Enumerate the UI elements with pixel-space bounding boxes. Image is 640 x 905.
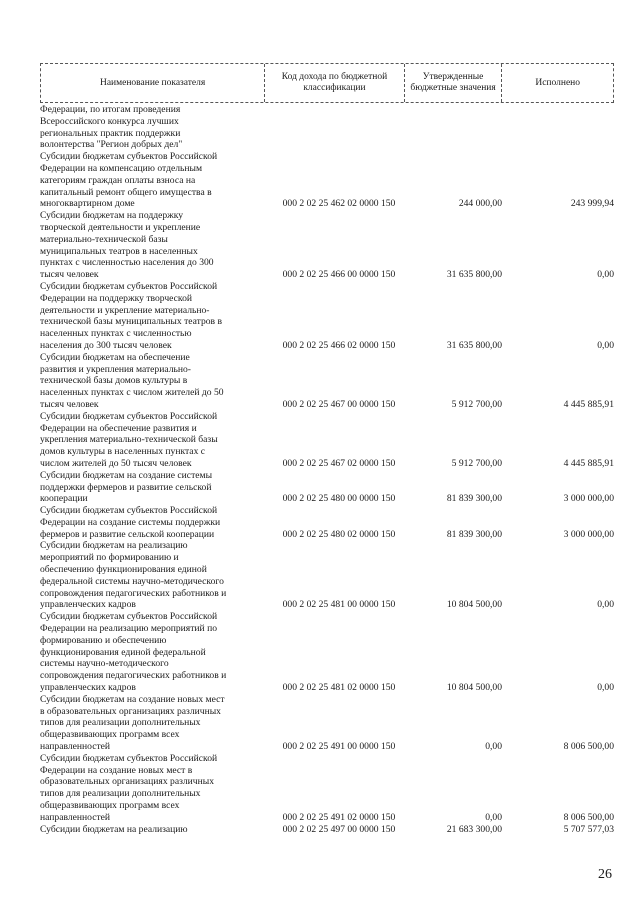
executed-value: 4 445 885,91 (563, 457, 614, 469)
header-approved: Утвержденные бюджетные значения (404, 64, 502, 102)
indicator-name: Субсидии бюджетам на поддержку творческой деятельности и укрепление материально-технической базы муниципальных театров в населенных пунктах с численностью населения до 300 тысяч человек (40, 210, 214, 281)
executed-value: 243 999,94 (570, 198, 614, 210)
header-name: Наименование показателя (99, 77, 206, 88)
table-row (40, 352, 614, 411)
approved-value: 21 683 300,00 (446, 823, 502, 835)
indicator-name: Субсидии бюджетам субъектов Российской Федерации на компенсацию отдельным категориям граждан оплаты взноса на капитальный ремонт общего имущества в многоквартирном доме (40, 151, 218, 210)
approved-value: 0,00 (485, 811, 502, 823)
approved-value: 5 912 700,00 (451, 457, 502, 469)
executed-value: 0,00 (597, 599, 614, 611)
table-row (40, 753, 614, 824)
indicator-name: Субсидии бюджетам на создание системы поддержки фермеров и развитие сельской кооперации (40, 469, 213, 505)
income-code: 000 2 02 25 497 00 0000 150 (282, 823, 396, 835)
table-header (40, 63, 614, 103)
table-row (40, 505, 614, 540)
header-code: Код дохода по бюджетной классификации (264, 64, 404, 102)
table-row (40, 824, 614, 836)
table-row (40, 151, 614, 210)
approved-value: 10 804 500,00 (446, 599, 502, 611)
executed-value: 5 707 577,03 (563, 823, 614, 835)
indicator-name: Субсидии бюджетам субъектов Российской Федерации на создание системы поддержки фермеров и развитие сельской кооперации (40, 505, 221, 540)
approved-value: 10 804 500,00 (446, 682, 502, 694)
header-executed: Исполнено (501, 64, 613, 102)
indicator-name: Субсидии бюджетам на реализацию мероприятий по формированию и обеспечению функционирования единой федеральной системы научно-методического сопровождения педагогических работников и управленческих кадров (40, 540, 227, 611)
approved-value: 5 912 700,00 (451, 398, 502, 410)
indicator-name: Субсидии бюджетам субъектов Российской Федерации на поддержку творческой деятельности и укрепление материально- технической базы муниципальных театров в населенных пунктах с численностью населения до 300 тысяч человек (40, 280, 223, 351)
executed-value: 8 006 500,00 (563, 811, 614, 823)
indicator-name: Субсидии бюджетам на создание новых мест в образовательных организациях различных типов для реализации дополнительных общеразвивающих программ всех направленностей (40, 693, 225, 753)
indicator-name: Федерации, по итогам проведения Всероссийского конкурса лучших региональных практик поддержки волонтерства "Регион добрых дел" (40, 104, 183, 151)
income-code: 000 2 02 25 480 00 0000 150 (282, 493, 396, 505)
income-code: 000 2 02 25 491 02 0000 150 (282, 811, 396, 823)
approved-value: 81 839 300,00 (446, 493, 502, 505)
table-row (40, 540, 614, 611)
table-row (40, 694, 614, 753)
table-row (40, 210, 614, 281)
executed-value: 0,00 (597, 339, 614, 351)
approved-value: 0,00 (485, 741, 502, 753)
income-code: 000 2 02 25 480 02 0000 150 (282, 528, 396, 540)
income-code: 000 2 02 25 481 00 0000 150 (282, 599, 396, 611)
income-code: 000 2 02 25 491 00 0000 150 (282, 741, 396, 753)
table-body (40, 104, 614, 835)
indicator-name: Субсидии бюджетам субъектов Российской Федерации на реализацию мероприятий по формированию и обеспечению функционирования единой федеральной системы научно-методического сопровождения педагогических работников и управленческих кадров (40, 611, 227, 694)
executed-value: 0,00 (597, 269, 614, 281)
table-row (40, 611, 614, 694)
approved-value: 244 000,00 (458, 198, 502, 210)
executed-value: 4 445 885,91 (563, 398, 614, 410)
table-row (40, 281, 614, 352)
indicator-name: Субсидии бюджетам субъектов Российской Федерации на создание новых мест в образовательных организациях различных типов для реализации дополнительных общеразвивающих программ всех направленностей (40, 752, 218, 823)
executed-value: 3 000 000,00 (563, 493, 614, 505)
executed-value: 8 006 500,00 (563, 741, 614, 753)
income-code: 000 2 02 25 466 00 0000 150 (282, 269, 396, 281)
indicator-name: Субсидии бюджетам на обеспечение развития и укрепления материально- технической базы домов культуры в населенных пунктах с числом жителей до 50 тысяч человек (40, 351, 224, 410)
table-row (40, 104, 614, 151)
approved-value: 31 635 800,00 (446, 339, 502, 351)
table-row (40, 411, 614, 470)
income-code: 000 2 02 25 467 00 0000 150 (282, 398, 396, 410)
approved-value: 31 635 800,00 (446, 269, 502, 281)
income-code: 000 2 02 25 467 02 0000 150 (282, 457, 396, 469)
income-code: 000 2 02 25 462 02 0000 150 (282, 198, 396, 210)
approved-value: 81 839 300,00 (446, 528, 502, 540)
indicator-name: Субсидии бюджетам субъектов Российской Федерации на обеспечение развития и укрепления материально-технической базы домов культуры в населенных пунктах с числом жителей до 50 тысяч человек (40, 410, 218, 469)
executed-value: 3 000 000,00 (563, 528, 614, 540)
executed-value: 0,00 (597, 682, 614, 694)
table-row (40, 470, 614, 505)
page-number: 26 (598, 867, 612, 882)
income-code: 000 2 02 25 466 02 0000 150 (282, 339, 396, 351)
income-code: 000 2 02 25 481 02 0000 150 (282, 682, 396, 694)
indicator-name: Субсидии бюджетам на реализацию (40, 823, 188, 835)
